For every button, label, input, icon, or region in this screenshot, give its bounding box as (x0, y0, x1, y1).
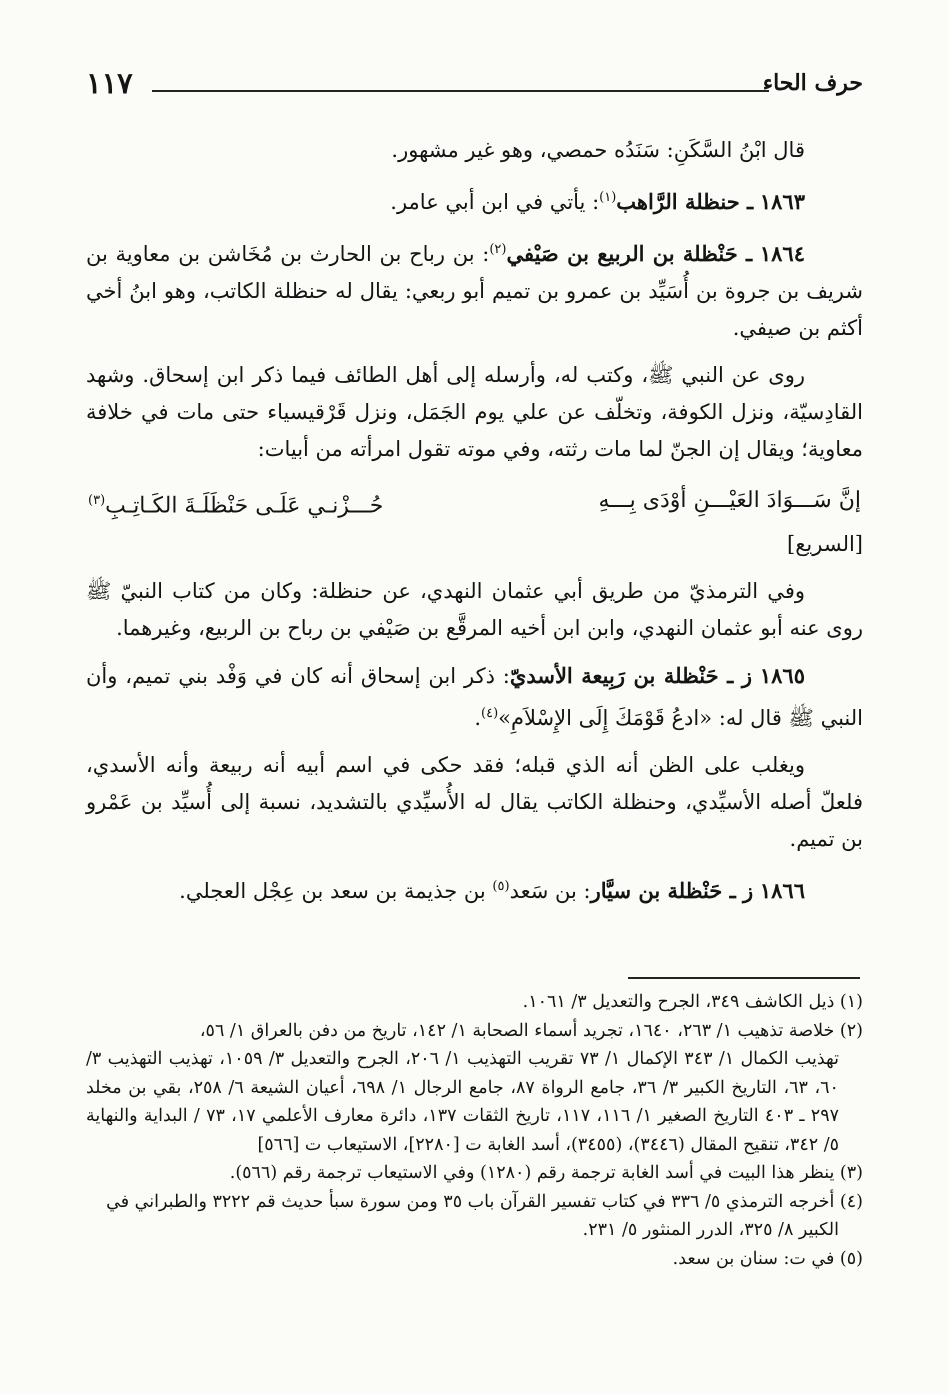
footnote-rule (628, 977, 860, 979)
header-rule (152, 90, 769, 92)
entry-name: ز ـ حَنْظلة بن سيَّار (590, 878, 754, 904)
entry-text: : يأتي في ابن أبي عامر. (390, 190, 600, 214)
page-number: ١١٧ (86, 66, 133, 100)
entry-end: . (474, 706, 481, 731)
footnote-3: (٣) ينظر هذا البيت في أسد الغابة ترجمة رقم (١٢٨٠) وفي الاستيعاب ترجمة رقم (٥٦٦). (229, 1163, 863, 1183)
paragraph-ibn-sakan: قال ابْنُ السَّكَنِ: سَنَدُه حمصي، وهو غير مشهور. (391, 138, 805, 162)
entry-name: ـ حَنْظلة بن الربيع بن صَيْفي (506, 241, 753, 266)
entry-1864 (86, 231, 863, 347)
entry-number: ١٨٦٤ (759, 241, 805, 266)
footnote-1: (١) ذيل الكاشف ٣٤٩، الجرح والتعديل ٣/ ١٠٦١. (522, 992, 863, 1012)
entry-number: ١٨٦٦ (759, 878, 805, 904)
entry-1865 (86, 657, 863, 737)
entry-text: : بن سَعد (509, 879, 591, 904)
verse-first-hemistich: إنَّ سَـــوَادَ العَيْـــنِ أوْدَى بِـــهِ (598, 488, 861, 513)
footnote-2: (٢) خلاصة تذهيب ١/ ٢٦٣، ١٦٤٠، تجريد أسماء الصحابة ١/ ١٤٢، تاريخ من دفن بالعراق ١/ ٥٦، (199, 1020, 863, 1041)
verse-second-hemistich (88, 482, 383, 524)
entry-number: ١٨٦٣ (759, 189, 805, 214)
page-header (80, 62, 863, 102)
footnote-ref[interactable]: (٢) (489, 242, 507, 257)
verse-meter: [السريع] (787, 532, 863, 557)
entry-text: : بن رباح بن الحارث بن مُخَاشن بن معاوية بن شريف بن جروة بن أُسَيِّد بن عمرو بن تميم أبو ربعي: يقال له حنظلة الكاتب، وهو ابنُ أخي أكثم بن صيفي. (86, 242, 863, 340)
poetry-verse (86, 478, 863, 526)
entry-name: ز ـ حَنْظلة بن رَبِيعة الأسديّ (509, 663, 752, 689)
entry-1863 (86, 179, 863, 221)
footnote-ref[interactable]: (٣) (88, 493, 106, 508)
footnote-5: (٥) في ت: سنان بن سعد. (672, 1248, 863, 1269)
verse-second-text: حُـــزْنـي عَلَـى حَنْظَلَـةَ الكَـاتِـبِ (105, 493, 384, 519)
footnote-ref[interactable]: (٤) (481, 706, 499, 722)
entry-1866 (86, 868, 863, 910)
entry-text-cont: بن جذيمة بن سعد بن عِجْل العجلي. (179, 879, 493, 904)
footnote-ref[interactable]: (٥) (492, 879, 510, 895)
footnote-ref[interactable]: (١) (599, 190, 617, 205)
entry-number: ١٨٦٥ (759, 663, 805, 689)
footnote-4-continuation: الكبير ٨/ ٣٢٥، الدرر المنثور ٥/ ٢٣١. (582, 1220, 839, 1240)
entry-text: : ذكر ابن إسحاق أنه كان في وَفْد بني تميم، وأن النبي ﷺ قال له: «ادعُ قَوْمَكَ إِلَى الإِسْلاَمِ» (86, 664, 863, 731)
running-head: حرف الحاء (762, 70, 863, 96)
main-text (86, 132, 863, 920)
paragraph-riwaya: روى عن النبي ﷺ، وكتب له، وأرسله إلى أهل الطائف فيما ذكر ابن إسحاق. وشهد القادِسيّة، ونزل الكوفة، وتخلّف عن علي يوم الجَمَل، ونزل قَرْقيسياء حتى مات في خلافة معاوية؛ ويقال إن الجنّ لما مات رثته، وفي موته تقول امرأته من أبيات: (86, 363, 863, 461)
entry-name: ـ حنظلة الرَّاهب (616, 189, 754, 214)
footnotes (86, 988, 863, 1273)
paragraph-tirmidhi: وفي الترمذيّ من طريق أبي عثمان النهدي، عن حنظلة: وكان من كتاب النبيّ ﷺ روى عنه أبو عثمان النهدي، وابن ابن أخيه المرقَّع بن صَيْفي بن رباح بن الربيع، وغيرهما. (86, 579, 863, 641)
footnote-2-continuation: تهذيب الكمال ١/ ٣٤٣ الإكمال ١/ ٧٣ تقريب التهذيب ١/ ٢٠٦، الجرح والتعديل ٣/ ١٠٥٩، تهذيب التهذيب ٣/ ٦٠، ٦٣، التاريخ الكبير ٣/ ٣٦، جامع الرواة ٨٧، جامع الرجال ١/ ٦٩٨، أعيان الشيعة ٦/ ٢٥٨، بقي بن مخلد ٢٩٧ ـ ٤٠٣ التاريخ الصغير ١/ ١١٦، ١١٧، تاريخ الثقات ١٣٧، دائرة معارف الأعلمي ١٧، ٧٣ / البداية والنهاية ٥/ ٣٤٢، تنقيح المقال (٣٤٤٦)، (٣٤٥٥)، أسد الغابة ت [٢٢٨٠]، الاستيعاب ت [٥٦٦] (86, 1049, 839, 1155)
footnote-4: (٤) أخرجه الترمذي ٥/ ٣٣٦ في كتاب تفسير القرآن باب ٣٥ ومن سورة سبأ حديث قم ٣٢٢٢ والطبراني في (106, 1191, 863, 1212)
paragraph-commentary: ويغلب على الظن أنه الذي قبله؛ فقد حكى في اسم أبيه أنه ربيعة وأنه الأسدي، فلعلّ أصله الأسيِّدي، وحنظلة الكاتب يقال له الأُسيِّدي بالتشديد، نسبة إلى أُسيِّد بن عَمْرو بن تميم. (86, 753, 863, 852)
